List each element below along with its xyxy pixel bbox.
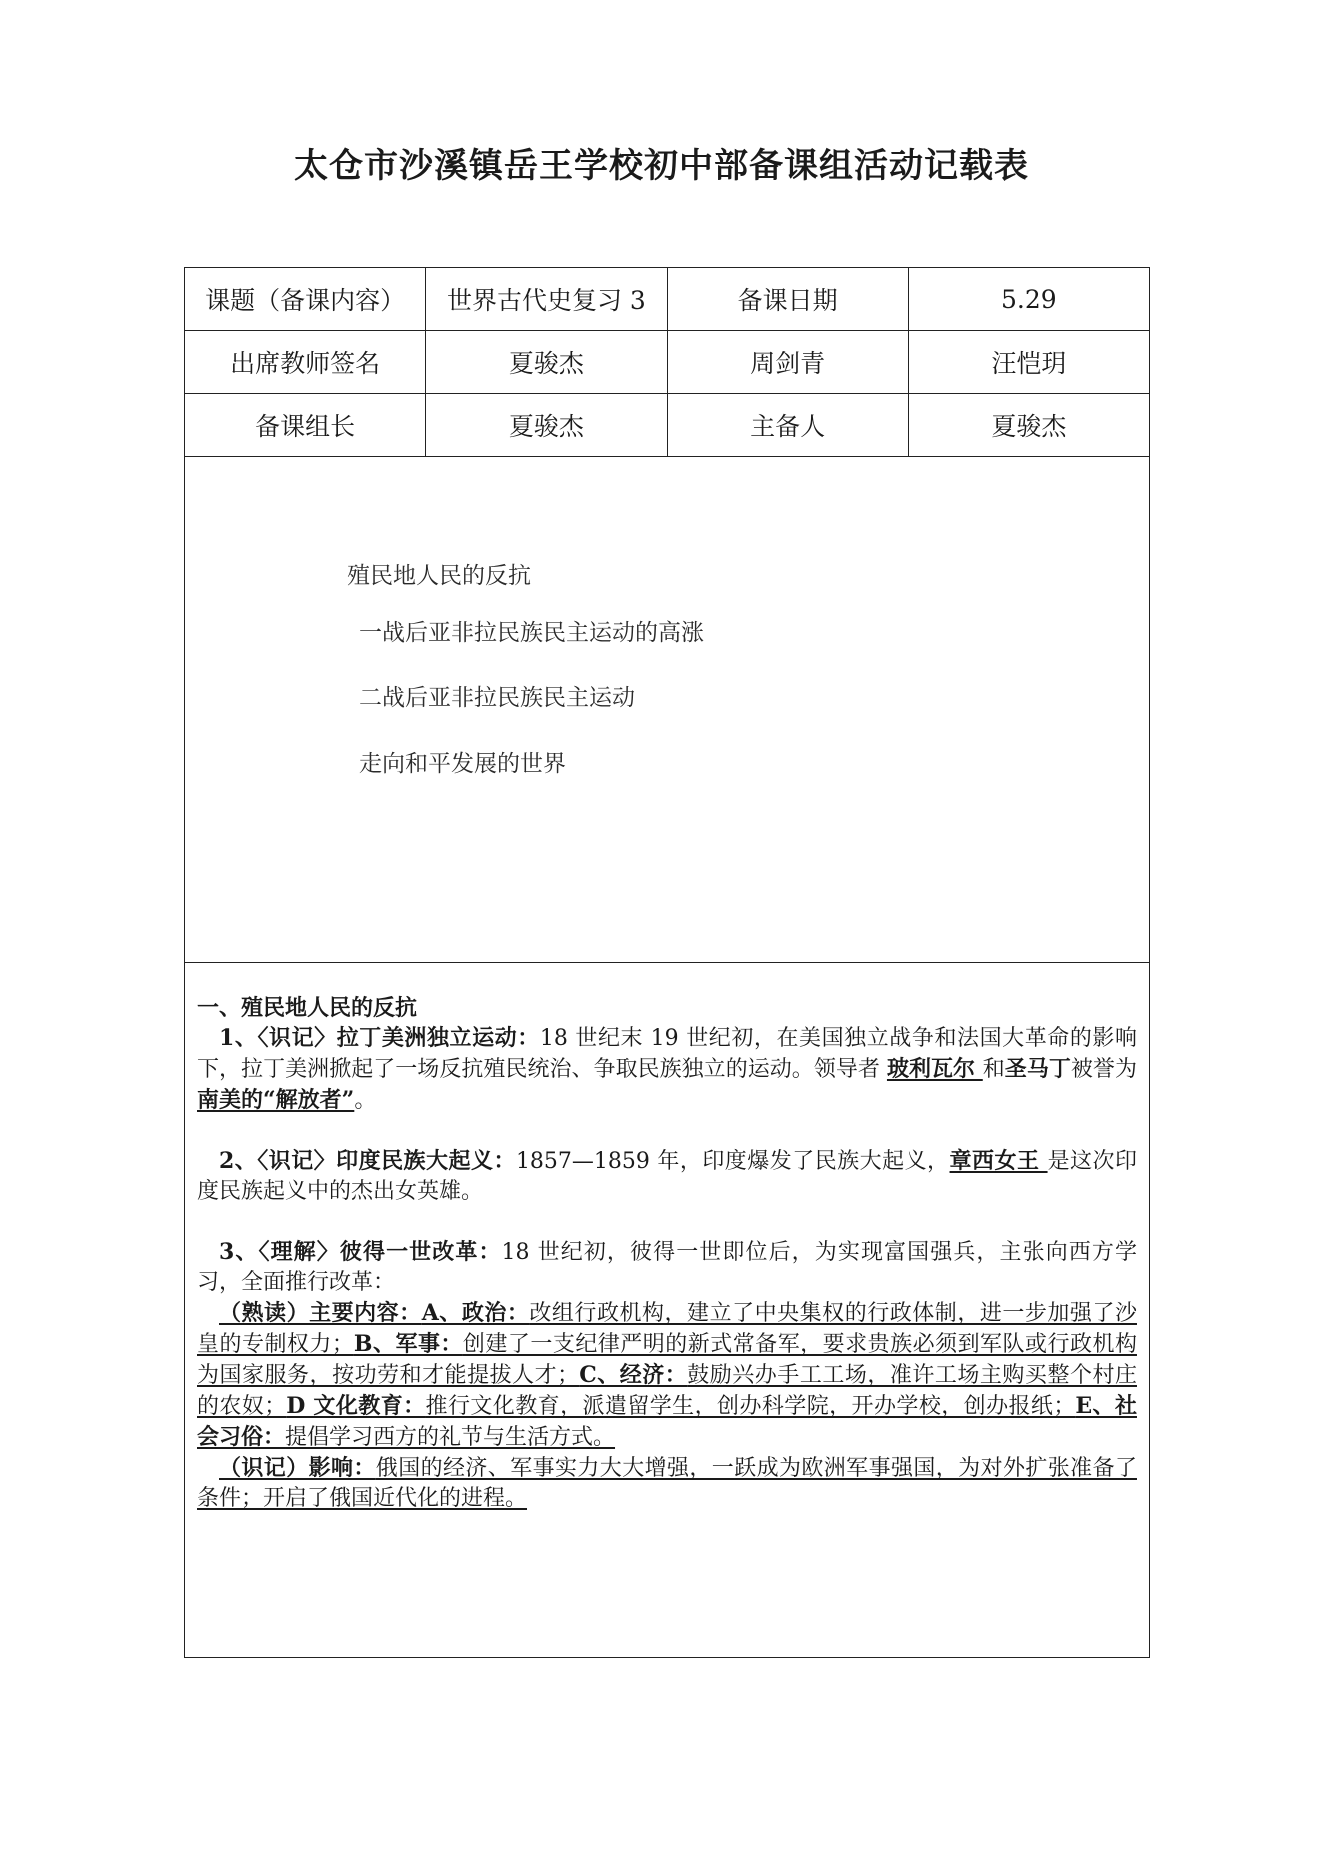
item-text: 是这次印度民族起义中的杰出女英雄。 [197, 1149, 1137, 1204]
leader-value: 夏骏杰 [426, 394, 667, 457]
attendee-name: 周剑青 [667, 331, 908, 394]
topic-value: 世界古代史复习 3 [426, 268, 667, 331]
content-section [184, 962, 1150, 1658]
detail-label: B、军事： [353, 1331, 463, 1357]
detail-label: D 文化教育： [286, 1393, 426, 1419]
spacer [197, 1116, 1137, 1146]
honor-title: 南美的“解放者” [197, 1087, 355, 1113]
date-label: 备课日期 [667, 268, 908, 331]
leader-name: 圣马丁 [1004, 1056, 1071, 1082]
detail-label: （熟读）主要内容： [219, 1300, 422, 1326]
detail-text: 俄国的经济、军事实力大大增强，一跃成为欧洲军事强国，为对外扩张准备了条件；开启了俄国近代化的进程。 [197, 1456, 1137, 1511]
table-row [185, 331, 1150, 394]
item-label: 2、〈识记〉印度民族大起义： [219, 1148, 516, 1174]
heroine-name: 章西女王 [949, 1148, 1048, 1174]
paragraph-latin-america [197, 1023, 1137, 1116]
info-table [184, 267, 1150, 457]
item-text: 1857—1859 年，印度爆发了民族大起义， [515, 1149, 950, 1174]
attendees-label: 出席教师签名 [185, 331, 426, 394]
detail-text: 鼓励兴办手工工场，准许工场主购买整个村庄的农奴； [197, 1363, 1137, 1419]
detail-text: 推行文化教育，派遣留学生，创办科学院，开办学校，创办报纸； [425, 1394, 1076, 1419]
detail-label: C、经济： [579, 1362, 688, 1388]
leader-label: 备课组长 [185, 394, 426, 457]
lesson-content [197, 993, 1137, 1514]
page-title: 太仓市沙溪镇岳王学校初中部备课组活动记载表 [294, 146, 1029, 186]
detail-text: 创建了一支纪律严明的新式常备军，要求贵族必须到军队或行政机构为国家服务，按功劳和才能提拔人才； [197, 1332, 1137, 1388]
topics-section [184, 457, 1150, 963]
detail-text: 改组行政机构，建立了中央集权的行政体制，进一步加强了沙皇的专制权力； [197, 1301, 1137, 1357]
detail-label: E、社会习俗： [197, 1393, 1137, 1450]
item-label: 1、〈识记〉拉丁美洲独立运动： [219, 1025, 540, 1051]
detail-label: A、政治： [421, 1300, 530, 1326]
connector-text: 和 [982, 1057, 1005, 1082]
item-text: 18 世纪初，彼得一世即位后，为实现富国强兵，主张向西方学习，全面推行改革： [197, 1240, 1137, 1295]
preparer-value: 夏骏杰 [908, 394, 1149, 457]
spacer [197, 1207, 1137, 1237]
reform-impact [197, 1453, 1137, 1514]
topic-item: 走向和平发展的世界 [359, 751, 566, 777]
date-value: 5.29 [908, 268, 1149, 331]
topic-item: 殖民地人民的反抗 [347, 563, 531, 589]
punctuation: 。 [354, 1088, 377, 1113]
topic-label: 课题（备课内容） [185, 268, 426, 331]
table-row [185, 268, 1150, 331]
detail-text: 提倡学习西方的礼节与生活方式。 [285, 1425, 616, 1450]
leader-name: 玻利瓦尔 [886, 1056, 983, 1082]
topic-item: 二战后亚非拉民族民主运动 [359, 685, 635, 711]
detail-label: （识记）影响： [219, 1455, 376, 1481]
preparer-label: 主备人 [667, 394, 908, 457]
reform-details [197, 1298, 1137, 1453]
attendee-name: 汪恺玥 [908, 331, 1149, 394]
paragraph-peter-reform [197, 1237, 1137, 1298]
paragraph-india [197, 1146, 1137, 1207]
section-heading: 一、殖民地人民的反抗 [197, 995, 418, 1021]
item-label: 3、〈理解〉彼得一世改革： [219, 1239, 502, 1265]
attendee-name: 夏骏杰 [426, 331, 667, 394]
item-text: 18 世纪末 19 世纪初，在美国独立战争和法国大革命的影响下，拉丁美洲掀起了一场反抗殖民统治、争取民族独立的运动。领导者 [197, 1026, 1137, 1082]
table-row [185, 394, 1150, 457]
connector-text: 被誉为 [1070, 1057, 1137, 1082]
topic-item: 一战后亚非拉民族民主运动的高涨 [359, 620, 704, 646]
